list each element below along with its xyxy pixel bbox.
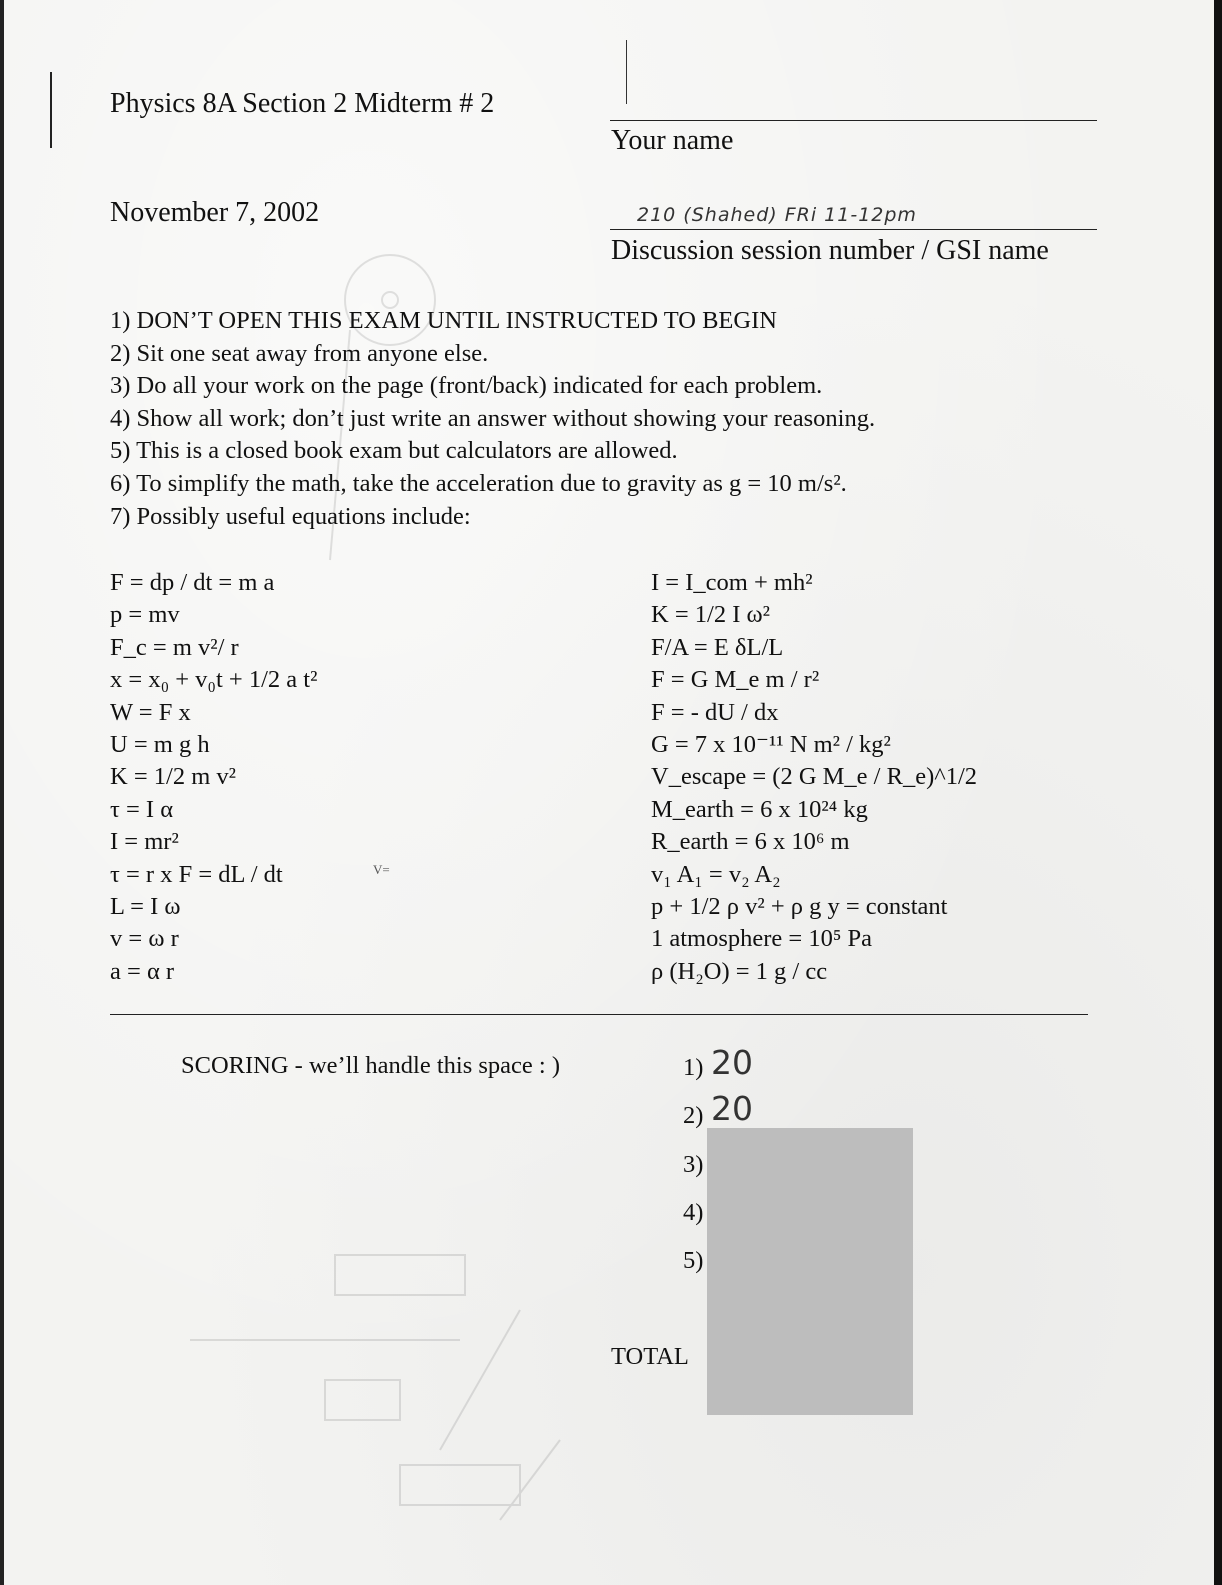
instruction-item: 2) Sit one seat away from anyone else. — [110, 339, 489, 367]
discussion-label: Discussion session number / GSI name — [611, 235, 1049, 266]
score-value: 20 — [711, 1089, 753, 1128]
equation: F = - dU / dx — [651, 698, 779, 726]
score-number: 5) — [683, 1247, 704, 1274]
equation: p + 1/2 ρ v² + ρ g y = constant — [651, 892, 948, 920]
equation: x = x₀ + v₀t + 1/2 a t² — [110, 666, 318, 694]
redaction-box — [707, 1128, 913, 1415]
score-number: 4) — [683, 1199, 704, 1226]
equation: F_c = m v²/ r — [110, 633, 239, 661]
equation: τ = I α — [110, 795, 174, 823]
equation: U = m g h — [110, 730, 210, 758]
equation: p = mv — [110, 601, 180, 629]
equations-left-column — [110, 567, 317, 988]
equation: F/A = E δL/L — [651, 633, 784, 661]
equation: I = I_com + mh² — [651, 569, 813, 596]
instruction-item: 4) Show all work; don’t just write an answer without showing your reasoning. — [110, 404, 876, 432]
equation: R_earth = 6 x 10⁶ m — [651, 828, 850, 856]
course-title: Physics 8A Section 2 Midterm # 2 — [110, 88, 495, 119]
discussion-handwritten: 210 (Shahed) FRi 11-12pm — [637, 204, 917, 226]
scan-edge-left — [0, 0, 4, 1585]
equation: I = mr² — [110, 828, 179, 856]
exam-date: November 7, 2002 — [110, 197, 320, 228]
margin-mark — [50, 72, 52, 148]
score-number: 3) — [683, 1151, 704, 1178]
name-field-line — [610, 120, 1097, 121]
equation: 1 atmosphere = 10⁵ Pa — [651, 925, 873, 953]
score-number: 1) — [683, 1054, 704, 1081]
equation: a = α r — [110, 957, 175, 985]
scoring-label: SCORING - we’ll handle this space : ) — [181, 1052, 560, 1079]
score-number: 2) — [683, 1102, 704, 1129]
instruction-item: 5) This is a closed book exam but calculators are allowed. — [110, 437, 678, 465]
total-label: TOTAL — [611, 1343, 689, 1370]
equation: V_escape = (2 G M_e / R_e)^1/2 — [651, 763, 978, 791]
equation: G = 7 x 10⁻¹¹ N m² / kg² — [651, 730, 891, 758]
section-divider — [110, 1014, 1088, 1015]
equation: F = G M_e m / r² — [651, 666, 820, 694]
margin-note: V= — [373, 862, 390, 877]
equation: M_earth = 6 x 10²⁴ kg — [651, 795, 868, 823]
name-box-edge — [626, 40, 627, 104]
instruction-item: 7) Possibly useful equations include: — [110, 502, 471, 530]
instruction-item: 3) Do all your work on the page (front/back) indicated for each problem. — [110, 372, 823, 400]
equation: L = I ω — [110, 892, 181, 920]
discussion-field-line — [610, 229, 1097, 230]
instructions-list — [110, 305, 875, 533]
equation: K = 1/2 m v² — [110, 763, 236, 791]
scan-edge-right — [1214, 0, 1222, 1585]
equation: τ = r x F = dL / dt — [110, 860, 283, 888]
equations-right-column — [651, 567, 977, 988]
equation: ρ (H₂O) = 1 g / cc — [651, 957, 828, 985]
equation: K = 1/2 I ω² — [651, 601, 770, 629]
equation: v = ω r — [110, 925, 179, 953]
equation: F = dp / dt = m a — [110, 569, 275, 596]
instruction-item: 1) DON’T OPEN THIS EXAM UNTIL INSTRUCTED TO BEGIN — [110, 307, 777, 334]
equation: v₁ A₁ = v₂ A₂ — [651, 860, 781, 888]
name-label: Your name — [611, 125, 734, 156]
score-value: 20 — [711, 1043, 753, 1082]
equation: W = F x — [110, 698, 191, 726]
instruction-item: 6) To simplify the math, take the acceleration due to gravity as g = 10 m/s². — [110, 469, 847, 497]
